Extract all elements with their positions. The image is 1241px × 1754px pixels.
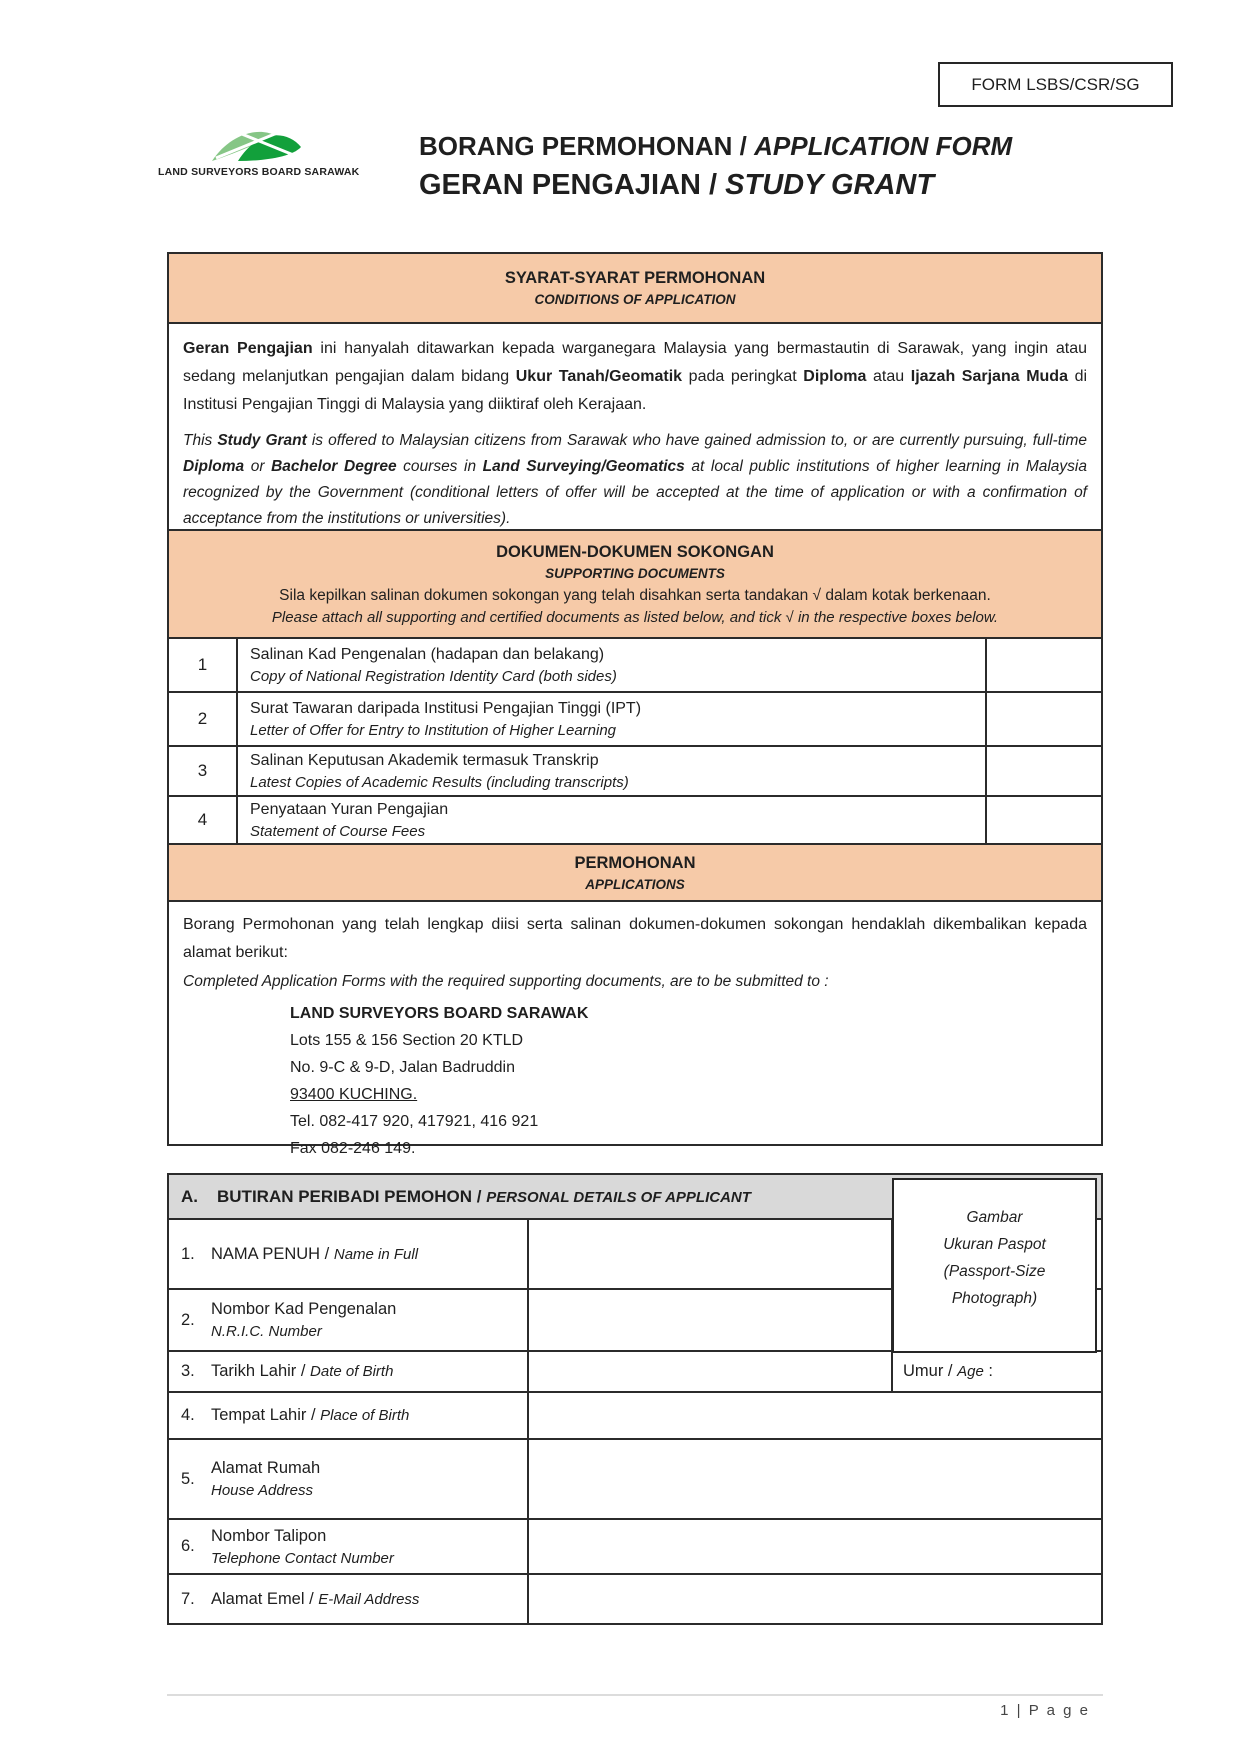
form-number: FORM LSBS/CSR/SG — [971, 74, 1140, 94]
field-label: 3. Tarikh Lahir / Date of Birth — [169, 1352, 529, 1391]
document-tick-box[interactable] — [985, 747, 1101, 795]
field-input-place-of-birth[interactable] — [529, 1393, 1101, 1438]
logo-hills-icon — [158, 122, 354, 164]
conditions-paragraph-my: Geran Pengajian ini hanyalah ditawarkan kepada warganegara Malaysia yang bermastautin di Sarawak, yang ingin atau sedang melanjutkan pengajian dalam bidang Ukur Tanah/Geomatik pada peringkat Diploma atau Ijazah Sarjana Muda di Institusi Pengajian Tinggi di Malaysia yang diiktiraf oleh Kerajaan. — [183, 340, 1088, 413]
address-city: 93400 KUCHING. — [290, 1086, 418, 1103]
organization-logo — [158, 122, 360, 178]
footer-rule — [167, 1694, 1103, 1696]
documents-heading-my: DOKUMEN-DOKUMEN SOKONGAN — [496, 542, 774, 561]
submission-address — [290, 1000, 1087, 1162]
document-tick-box[interactable] — [985, 797, 1101, 843]
field-input-nama-penuh[interactable] — [529, 1220, 893, 1288]
document-tick-box[interactable] — [985, 639, 1101, 691]
table-row — [169, 1393, 1101, 1440]
document-name-en: Latest Copies of Academic Results (including transcripts) — [250, 773, 629, 791]
photo-box-line: Ukuran Paspot — [943, 1236, 1046, 1253]
photo-box-line: Gambar — [966, 1209, 1023, 1226]
address-line: Lots 155 & 156 Section 20 KTLD — [290, 1032, 524, 1049]
field-label: 2. Nombor Kad Pengenalan N.R.I.C. Number — [169, 1290, 529, 1350]
conditions-header — [169, 254, 1101, 324]
table-row — [169, 693, 1101, 747]
documents-note-my: Sila kepilkan salinan dokumen sokongan yang telah disahkan serta tandakan √ dalam kotak berkenaan. — [279, 586, 991, 604]
field-input-house-address[interactable] — [529, 1440, 1101, 1518]
form-number-box — [938, 62, 1173, 107]
field-label: 7. Alamat Emel / E-Mail Address — [169, 1575, 529, 1623]
age-label: Umur / Age : — [903, 1362, 993, 1380]
document-name-en: Statement of Course Fees — [250, 822, 426, 840]
table-row — [169, 1440, 1101, 1520]
table-row — [169, 747, 1101, 797]
applications-header — [169, 845, 1101, 902]
document-row-description — [238, 747, 985, 795]
table-row — [169, 1575, 1101, 1623]
table-row — [169, 639, 1101, 693]
table-row — [169, 1352, 1101, 1393]
photo-box-line: (Passport-Size — [943, 1263, 1046, 1280]
section-a-heading: BUTIRAN PERIBADI PEMOHON / PERSONAL DETAILS OF APPLICANT — [217, 1186, 751, 1206]
document-name-my: Salinan Keputusan Akademik termasuk Transkrip — [250, 751, 599, 769]
photo-box-line: Photograph) — [951, 1290, 1038, 1307]
table-row — [169, 797, 1101, 845]
form-title — [419, 128, 1012, 205]
page-number: 1 | P a g e — [1000, 1702, 1090, 1719]
applications-heading-my: PERMOHONAN — [574, 853, 696, 872]
conditions-heading-my: SYARAT-SYARAT PERMOHONAN — [504, 269, 766, 287]
document-name-my: Penyataan Yuran Pengajian — [250, 800, 449, 818]
document-tick-box[interactable] — [985, 693, 1101, 745]
logo-caption: LAND SURVEYORS BOARD SARAWAK — [158, 166, 360, 178]
document-row-number: 4 — [169, 797, 238, 843]
field-input-email[interactable] — [529, 1575, 1101, 1623]
document-row-number: 2 — [169, 693, 238, 745]
document-name-en: Copy of National Registration Identity Card (both sides) — [250, 667, 617, 685]
field-input-date-of-birth[interactable] — [529, 1352, 893, 1391]
field-label: 5. Alamat Rumah House Address — [169, 1440, 529, 1518]
document-name-en: Letter of Offer for Entry to Institution of Higher Learning — [250, 721, 617, 739]
address-line: No. 9-C & 9-D, Jalan Badruddin — [290, 1059, 515, 1076]
form-title-line1: BORANG PERMOHONAN / APPLICATION FORM — [419, 131, 1013, 161]
table-row — [169, 1520, 1101, 1575]
field-input-nric[interactable] — [529, 1290, 893, 1350]
document-name-my: Surat Tawaran daripada Institusi Pengajian Tinggi (IPT) — [250, 699, 642, 717]
document-name-my: Salinan Kad Pengenalan (hadapan dan belakang) — [250, 645, 605, 663]
conditions-paragraph-en: This Study Grant is offered to Malaysian citizens from Sarawak who have gained admission to, or are currently pursuing, full-time Diploma or Bachelor Degree courses in Land Surveying/Geomatics at local public institutions of higher learning in Malaysia recognized by the Government (conditional letters of offer will be accepted at the time of application or with a confirmation of acceptance from the institutions or universities). — [183, 432, 1088, 527]
document-row-description — [238, 639, 985, 691]
applications-heading-en: APPLICATIONS — [585, 876, 685, 892]
document-row-description — [238, 693, 985, 745]
section-a-label: A. — [181, 1186, 198, 1206]
passport-photo-box[interactable] — [892, 1178, 1097, 1353]
field-label: 1. NAMA PENUH / Name in Full — [169, 1220, 529, 1288]
document-row-number: 1 — [169, 639, 238, 691]
documents-note-en: Please attach all supporting and certified documents as listed below, and tick √ in the respective boxes below. — [271, 608, 999, 626]
conditions-body — [169, 324, 1101, 531]
documents-heading-en: SUPPORTING DOCUMENTS — [545, 565, 725, 581]
address-org-name: LAND SURVEYORS BOARD SARAWAK — [290, 1005, 589, 1022]
field-input-age[interactable] — [893, 1352, 1101, 1391]
documents-header — [169, 531, 1101, 639]
address-telephone: Tel. 082-417 920, 417921, 416 921 — [290, 1113, 539, 1130]
applications-paragraph-my: Borang Permohonan yang telah lengkap diisi serta salinan dokumen-dokumen sokongan hendaklah dikembalikan kepada alamat berikut: — [183, 916, 1087, 961]
field-label: 6. Nombor Talipon Telephone Contact Number — [169, 1520, 529, 1573]
applications-body — [169, 902, 1101, 1157]
form-info-box — [167, 252, 1103, 1157]
field-label: 4. Tempat Lahir / Place of Birth — [169, 1393, 529, 1438]
address-fax: Fax 082-246 149. — [290, 1140, 416, 1157]
form-title-line2: GERAN PENGAJIAN / STUDY GRANT — [419, 169, 935, 201]
applications-paragraph-en: Completed Application Forms with the required supporting documents, are to be submitted to : — [183, 973, 829, 990]
field-input-telephone[interactable] — [529, 1520, 1101, 1573]
document-row-number: 3 — [169, 747, 238, 795]
document-row-description — [238, 797, 985, 843]
conditions-heading-en: CONDITIONS OF APPLICATION — [534, 292, 736, 307]
